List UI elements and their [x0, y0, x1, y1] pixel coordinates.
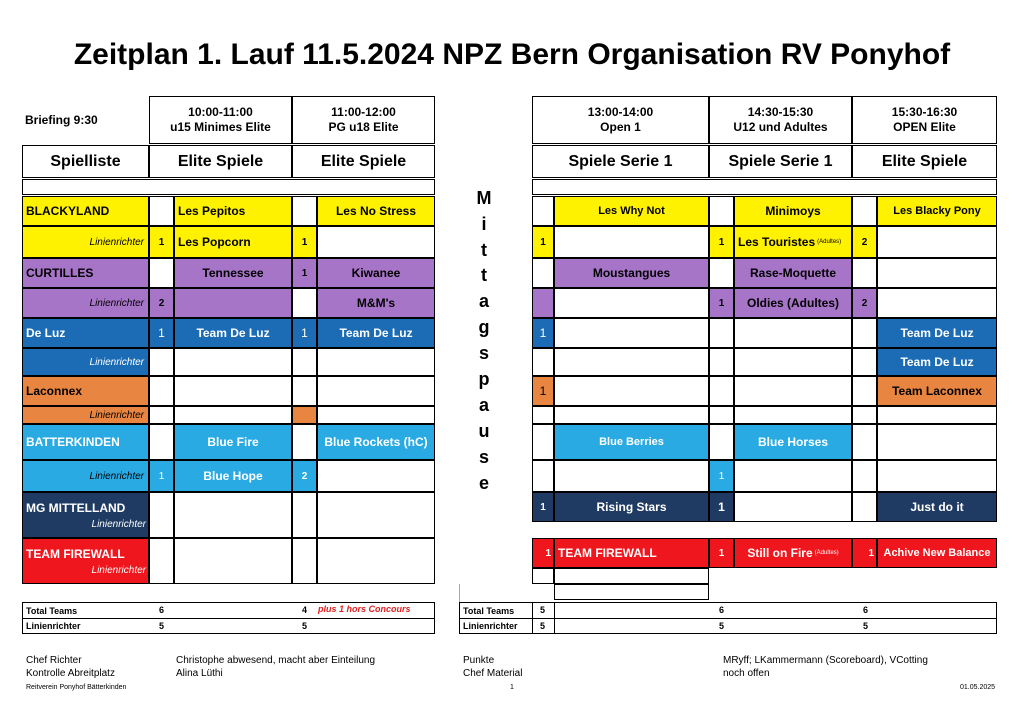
num-cell: 1 — [709, 492, 734, 522]
num-cell: 1 — [532, 538, 554, 568]
team-les-touristes — [734, 226, 852, 258]
team-still-on-fire-name: Still on Fire — [747, 546, 813, 560]
empty-cell — [734, 460, 852, 492]
empty-cell — [877, 288, 997, 318]
total-teams-s3: 5 — [540, 605, 546, 615]
total-lr-s2: 5 — [302, 621, 308, 631]
num-cell — [852, 406, 877, 424]
total-lr-s5: 5 — [863, 621, 869, 631]
num-cell: 2 — [852, 288, 877, 318]
slot-3-time: 13:00-14:00 — [587, 105, 654, 119]
num-cell — [292, 348, 317, 376]
chef-material-label: Chef Material — [463, 668, 523, 679]
empty-cell — [877, 460, 997, 492]
empty-cell — [317, 492, 435, 538]
total-teams-s1: 6 — [159, 605, 165, 615]
num-cell — [532, 288, 554, 318]
num-cell — [852, 492, 877, 522]
team-blue-hope: Blue Hope — [174, 460, 292, 492]
mittagspause-letter: s — [478, 447, 489, 467]
slot-1-type: Elite Spiele — [149, 145, 292, 178]
adultes-note: (Adultes) — [814, 550, 839, 556]
team-de-luz: Team De Luz — [877, 348, 997, 376]
num-cell — [292, 288, 317, 318]
num-cell — [852, 258, 877, 288]
team-minimoys: Minimoys — [734, 196, 852, 226]
empty-cell — [554, 460, 709, 492]
num-cell — [709, 406, 734, 424]
team-mms: M&M's — [317, 288, 435, 318]
team-oldies: Oldies (Adultes) — [734, 288, 852, 318]
empty-cell — [317, 226, 435, 258]
linienrichter-label — [22, 406, 149, 424]
empty-cell — [734, 492, 852, 522]
linienrichter-total-label-right: Linienrichter — [459, 618, 997, 634]
num-cell: 1 — [149, 318, 174, 348]
team-blue-fire: Blue Fire — [174, 424, 292, 460]
linienrichter-label — [22, 460, 149, 492]
num-cell: 1 — [292, 258, 317, 288]
mittagspause-letter: g — [478, 317, 490, 337]
empty-cell — [174, 288, 292, 318]
num-cell — [532, 460, 554, 492]
team-les-pepitos: Les Pepitos — [174, 196, 292, 226]
empty-cell — [174, 538, 292, 584]
slot-5-type: Elite Spiele — [852, 145, 997, 178]
kontrolle-label: Kontrolle Abreitplatz — [26, 668, 115, 679]
num-cell — [532, 406, 554, 424]
empty-cell — [554, 226, 709, 258]
team-blue-rockets: Blue Rockets (hC) — [317, 424, 435, 460]
empty-cell — [174, 492, 292, 538]
empty-cell — [554, 376, 709, 406]
num-cell — [149, 196, 174, 226]
mittagspause-letter: a — [478, 291, 489, 311]
team-firewall: TEAM FIREWALL — [554, 538, 709, 568]
num-cell — [532, 196, 554, 226]
num-cell: 1 — [292, 318, 317, 348]
empty-cell — [317, 376, 435, 406]
club-batterkinden: BATTERKINDEN — [22, 424, 149, 460]
team-achive-new-balance: Achive New Balance — [877, 538, 997, 568]
num-cell — [149, 258, 174, 288]
mittagspause-letter: e — [478, 473, 489, 493]
num-cell: 1 — [532, 492, 554, 522]
empty-cell — [554, 584, 709, 600]
num-cell — [292, 196, 317, 226]
mittagspause-letter: t — [481, 240, 487, 260]
punkte-label: Punkte — [463, 655, 495, 666]
slot-1-header — [149, 96, 292, 144]
club-mg-mittelland-name: MG MITTELLAND — [26, 500, 126, 515]
divider — [532, 602, 533, 634]
total-teams-label-left: Total Teams — [22, 602, 435, 618]
num-cell: 1 — [149, 460, 174, 492]
slot-4-header — [709, 96, 852, 144]
team-rase-moquette: Rase-Moquette — [734, 258, 852, 288]
num-cell: 1 — [292, 226, 317, 258]
slot-1-time: 10:00-11:00 — [188, 105, 253, 119]
total-teams-s5: 6 — [863, 605, 869, 615]
page-number: 1 — [510, 684, 514, 691]
team-les-blacky-pony: Les Blacky Pony — [877, 196, 997, 226]
num-cell — [292, 538, 317, 584]
num-cell: 1 — [532, 226, 554, 258]
team-still-on-fire — [734, 538, 852, 568]
punkte-value: MRyff; LKammermann (Scoreboard), VCotting — [723, 655, 928, 666]
empty-cell — [174, 348, 292, 376]
team-rising-stars: Rising Stars — [554, 492, 709, 522]
team-moustangues: Moustangues — [554, 258, 709, 288]
empty-cell — [317, 460, 435, 492]
empty-cell — [174, 406, 292, 424]
num-cell — [149, 424, 174, 460]
slot-2-category: PG u18 Elite — [328, 120, 399, 134]
empty-cell — [877, 424, 997, 460]
linienrichter-text: Linienrichter — [91, 518, 146, 530]
total-lr-s3: 5 — [540, 621, 546, 631]
team-just-do-it: Just do it — [877, 492, 997, 522]
total-teams-s4: 6 — [719, 605, 725, 615]
total-teams-label-right: Total Teams — [459, 602, 997, 618]
team-kiwanee: Kiwanee — [317, 258, 435, 288]
team-de-luz: Team De Luz — [317, 318, 435, 348]
team-les-touristes-name: Les Touristes — [738, 235, 816, 249]
team-les-no-stress: Les No Stress — [317, 196, 435, 226]
empty-cell — [734, 348, 852, 376]
slot-5-category: OPEN Elite — [893, 120, 956, 134]
num-cell — [292, 376, 317, 406]
team-les-popcorn: Les Popcorn — [174, 226, 292, 258]
empty-cell — [734, 406, 852, 424]
num-cell: 1 — [709, 460, 734, 492]
briefing-label: Briefing 9:30 — [25, 113, 98, 127]
slot-5-time: 15:30-16:30 — [891, 105, 958, 119]
club-laconnex: Laconnex — [22, 376, 149, 406]
mittagspause-letter: M — [476, 188, 492, 208]
num-cell: 1 — [532, 318, 554, 348]
slot-3-category: Open 1 — [600, 120, 641, 134]
num-cell: 1 — [709, 288, 734, 318]
num-cell — [532, 568, 554, 584]
linienrichter-text: Linienrichter — [89, 356, 144, 368]
num-cell — [149, 376, 174, 406]
mittagspause-letter: t — [481, 265, 487, 285]
slot-1-category: u15 Minimes Elite — [170, 120, 271, 134]
mittagspause-letter: s — [478, 343, 489, 363]
total-lr-s4: 5 — [719, 621, 725, 631]
linienrichter-total-label-left: Linienrichter — [22, 618, 435, 634]
num-cell — [149, 538, 174, 584]
num-cell — [709, 424, 734, 460]
num-cell — [532, 258, 554, 288]
empty-cell — [554, 406, 709, 424]
mittagspause-letter: p — [478, 369, 490, 389]
total-teams-s2: 4 — [302, 605, 308, 615]
slot-4-type: Spiele Serie 1 — [709, 145, 852, 178]
total-lr-s1: 5 — [159, 621, 165, 631]
divider — [554, 602, 555, 634]
team-blue-horses: Blue Horses — [734, 424, 852, 460]
team-tennessee: Tennessee — [174, 258, 292, 288]
spacer-row-right — [532, 179, 997, 195]
linienrichter-text: Linienrichter — [89, 470, 144, 482]
empty-cell — [317, 348, 435, 376]
slot-2-time: 11:00-12:00 — [331, 105, 396, 119]
chef-richter-value: Christophe abwesend, macht aber Einteilung — [176, 655, 376, 666]
num-cell — [709, 376, 734, 406]
num-cell — [532, 424, 554, 460]
num-cell — [709, 258, 734, 288]
num-cell: 1 — [149, 226, 174, 258]
page-title: Zeitplan 1. Lauf 11.5.2024 NPZ Bern Organisation RV Ponyhof — [73, 38, 951, 71]
empty-cell — [174, 376, 292, 406]
club-team-firewall — [22, 538, 149, 584]
num-cell — [292, 406, 317, 424]
kontrolle-value: Alina Lüthi — [176, 668, 223, 679]
num-cell: 2 — [852, 226, 877, 258]
empty-cell — [877, 226, 997, 258]
club-mg-mittelland — [22, 492, 149, 538]
num-cell — [852, 424, 877, 460]
document-date: 01.05.2025 — [960, 684, 996, 691]
num-cell — [852, 196, 877, 226]
num-cell — [149, 406, 174, 424]
num-cell — [852, 318, 877, 348]
empty-cell — [554, 318, 709, 348]
slot-2-header — [292, 96, 435, 144]
num-cell — [709, 196, 734, 226]
num-cell: 2 — [149, 288, 174, 318]
num-cell: 1 — [709, 226, 734, 258]
num-cell — [149, 348, 174, 376]
empty-cell — [554, 288, 709, 318]
num-cell: 1 — [532, 376, 554, 406]
team-laconnex: Team Laconnex — [877, 376, 997, 406]
linienrichter-text: Linienrichter — [89, 236, 144, 248]
num-cell — [709, 348, 734, 376]
verein-name: Reitverein Ponyhof Bätterkinden — [26, 684, 127, 691]
club-curtilles: CURTILLES — [22, 258, 149, 288]
empty-cell — [734, 376, 852, 406]
spacer-row-left — [22, 179, 435, 195]
num-cell — [709, 318, 734, 348]
club-team-firewall-name: TEAM FIREWALL — [26, 546, 125, 561]
slot-4-category: U12 und Adultes — [733, 120, 828, 134]
num-cell: 1 — [709, 538, 734, 568]
num-cell — [292, 424, 317, 460]
team-les-why-not: Les Why Not — [554, 196, 709, 226]
empty-cell — [554, 348, 709, 376]
hors-concours-note: plus 1 hors Concours — [318, 604, 411, 614]
num-cell: 2 — [292, 460, 317, 492]
num-cell — [532, 348, 554, 376]
linienrichter-label — [22, 226, 149, 258]
linienrichter-text: Linienrichter — [91, 564, 146, 576]
chef-material-value: noch offen — [723, 668, 770, 679]
mittagspause-letter: i — [481, 214, 487, 234]
mittagspause-letter: a — [478, 395, 489, 415]
linienrichter-label — [22, 288, 149, 318]
empty-cell — [554, 568, 709, 584]
team-blue-berries: Blue Berries — [554, 424, 709, 460]
linienrichter-label — [22, 348, 149, 376]
team-de-luz: Team De Luz — [174, 318, 292, 348]
adultes-note: (Adultes) — [817, 239, 842, 245]
empty-cell — [877, 258, 997, 288]
empty-cell — [734, 318, 852, 348]
num-cell — [852, 460, 877, 492]
slot-2-type: Elite Spiele — [292, 145, 435, 178]
team-de-luz: Team De Luz — [877, 318, 997, 348]
empty-cell — [317, 538, 435, 584]
linienrichter-text: Linienrichter — [89, 409, 144, 421]
num-cell — [852, 376, 877, 406]
club-blackyland: BLACKYLAND — [22, 196, 149, 226]
linienrichter-text: Linienrichter — [89, 297, 144, 309]
spielliste-header: Spielliste — [22, 145, 149, 178]
empty-cell — [317, 406, 435, 424]
num-cell: 1 — [852, 538, 877, 568]
chef-richter-label: Chef Richter — [26, 655, 82, 666]
slot-3-type: Spiele Serie 1 — [532, 145, 709, 178]
mittagspause-letter: u — [478, 421, 490, 441]
num-cell — [292, 492, 317, 538]
num-cell — [149, 492, 174, 538]
slot-3-header — [532, 96, 709, 144]
slot-4-time: 14:30-15:30 — [747, 105, 814, 119]
empty-cell — [877, 406, 997, 424]
num-cell — [852, 348, 877, 376]
club-de-luz: De Luz — [22, 318, 149, 348]
slot-5-header — [852, 96, 997, 144]
